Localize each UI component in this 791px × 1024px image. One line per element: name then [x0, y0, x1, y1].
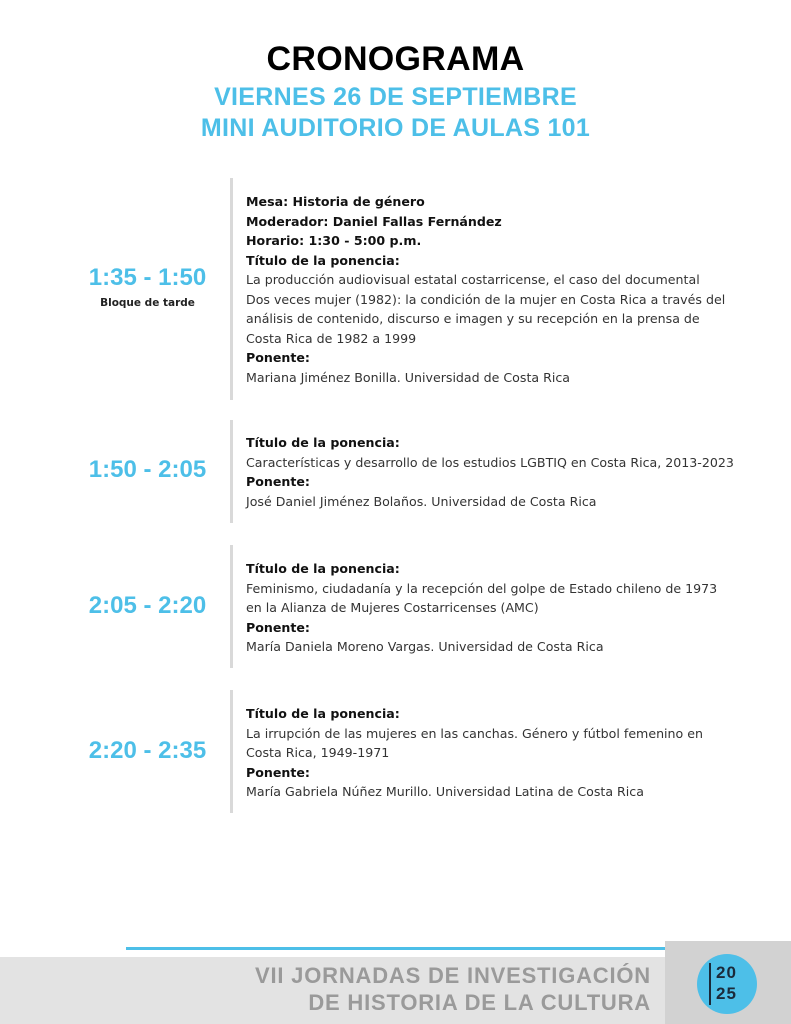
- moderator-label: Moderador: Daniel Fallas Fernández: [246, 213, 502, 229]
- page-title: CRONOGRAMA: [266, 40, 525, 78]
- speaker-name: María Daniela Moreno Vargas. Universidad de Costa Rica: [246, 639, 604, 654]
- session-time: 1:35 - 1:50: [88, 264, 207, 291]
- session-details: [246, 704, 746, 802]
- speaker-label: Ponente:: [246, 474, 310, 489]
- paper-title-label: Título de la ponencia:: [246, 435, 400, 450]
- footer-event-line-2: DE HISTORIA DE LA CULTURA: [308, 990, 651, 1015]
- mesa-label: Mesa: Historia de género: [246, 194, 425, 209]
- paper-title-line: Dos veces mujer (1982): la condición de la mujer en Costa Rica a través del: [246, 291, 726, 307]
- session-time: 2:05 - 2:20: [88, 592, 207, 619]
- year-top: 20: [716, 963, 737, 982]
- timeline-divider: [230, 690, 233, 813]
- year-bottom: 25: [716, 984, 737, 1003]
- paper-title-label: Título de la ponencia:: [246, 706, 400, 721]
- block-label: Bloque de tarde: [100, 297, 195, 309]
- timeline-divider: [230, 545, 233, 668]
- year-logo-bar: [709, 963, 711, 1005]
- speaker-name: Mariana Jiménez Bonilla. Universidad de Costa Rica: [246, 369, 571, 385]
- paper-title-line: análisis de contenido, discurso e imagen y su recepción en la prensa de: [246, 311, 700, 326]
- speaker-name: María Gabriela Núñez Murillo. Universidad Latina de Costa Rica: [246, 784, 644, 799]
- paper-title-line: en la Alianza de Mujeres Costarricenses (AMC): [246, 600, 539, 615]
- session-details: [246, 192, 746, 387]
- footer-event-line-1: VII JORNADAS DE INVESTIGACIÓN: [254, 963, 651, 988]
- session-time: 1:50 - 2:05: [88, 456, 207, 483]
- session-time: 2:20 - 2:35: [88, 737, 207, 764]
- paper-title-line: Costa Rica, 1949-1971: [246, 745, 390, 760]
- paper-title-line: Costa Rica de 1982 a 1999: [246, 330, 417, 346]
- timeline-divider: [230, 178, 233, 400]
- paper-title-line: La irrupción de las mujeres en las canchas. Género y fútbol femenino en: [246, 725, 703, 741]
- speaker-label: Ponente:: [246, 764, 310, 780]
- paper-title-label: Título de la ponencia:: [246, 252, 400, 268]
- speaker-label: Ponente:: [246, 350, 310, 365]
- schedule-label: Horario: 1:30 - 5:00 p.m.: [246, 233, 422, 248]
- paper-title-line: Feminismo, ciudadanía y la recepción del golpe de Estado chileno de 1973: [246, 580, 718, 596]
- event-venue: MINI AUDITORIO DE AULAS 101: [200, 114, 591, 142]
- timeline-divider: [230, 420, 233, 523]
- paper-title-line: La producción audiovisual estatal costarricense, el caso del documental: [246, 272, 700, 287]
- speaker-label: Ponente:: [246, 619, 310, 635]
- event-date: VIERNES 26 DE SEPTIEMBRE: [214, 83, 577, 111]
- session-details: [246, 559, 746, 657]
- paper-title-line: Características y desarrollo de los estudios LGBTIQ en Costa Rica, 2013-2023: [246, 454, 734, 470]
- speaker-name: José Daniel Jiménez Bolaños. Universidad de Costa Rica: [246, 493, 597, 509]
- paper-title-label: Título de la ponencia:: [246, 561, 400, 576]
- session-details: [246, 433, 746, 511]
- footer-accent-line: [126, 947, 666, 950]
